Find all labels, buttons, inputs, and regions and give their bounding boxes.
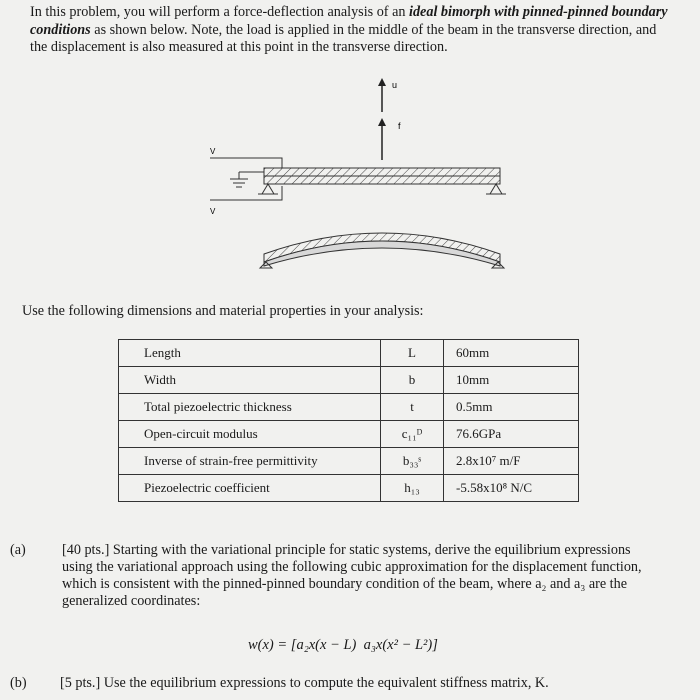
cell-sym: t	[381, 394, 444, 421]
part-b	[10, 675, 680, 695]
intro-text-2: as shown below. Note, the load is applied in the middle of the beam in the transverse direction, and the displacement is also measured at this point in the transverse direction.	[30, 21, 657, 55]
part-b-label: (b)	[10, 675, 27, 691]
cell-name: Length	[119, 340, 381, 367]
cell-val: 0.5mm	[444, 394, 579, 421]
table-row	[119, 421, 579, 448]
cell-sym: h₁₃	[381, 475, 444, 502]
part-b-text: [5 pts.] Use the equilibrium expressions to compute the equivalent stiffness matrix, K.	[60, 675, 549, 691]
intro-bold-text: ideal bimorph with pinned-pinned boundary conditions	[30, 4, 668, 38]
cell-sym: b	[381, 367, 444, 394]
table-row	[119, 367, 579, 394]
displacement-arrow	[378, 78, 386, 112]
label-u: u	[392, 80, 398, 90]
cell-name: Piezoelectric coefficient	[119, 475, 381, 502]
cell-sym: c₁₁ᴰ	[381, 421, 444, 448]
pin-support-left	[258, 184, 278, 194]
label-f: f	[398, 121, 401, 131]
problem-intro	[30, 4, 670, 57]
cell-name: Total piezoelectric thickness	[119, 394, 381, 421]
cell-name: Width	[119, 367, 381, 394]
table-row	[119, 340, 579, 367]
table-row	[119, 475, 579, 502]
cell-val: 60mm	[444, 340, 579, 367]
instructions-line: Use the following dimensions and material properties in your analysis:	[22, 303, 424, 319]
cell-sym: L	[381, 340, 444, 367]
cell-name: Inverse of strain-free permittivity	[119, 448, 381, 475]
table-row	[119, 448, 579, 475]
label-v-bottom: V	[210, 207, 216, 216]
cell-val: 10mm	[444, 367, 579, 394]
part-a-label: (a)	[10, 542, 26, 558]
properties-table	[118, 339, 579, 502]
part-a	[10, 542, 680, 622]
intro-text-1: In this problem, you will perform a force-deflection analysis of an	[30, 4, 410, 20]
part-a-text: [40 pts.] Starting with the variational principle for static systems, derive the equilibrium expressions using the variational approach using the following cubic approximation for the displacement function, which is consistent with the pinned-pinned boundary condition of the beam, where a₂ and a₃ are the generalized coordinates:	[62, 542, 642, 609]
label-v-top: V	[210, 147, 216, 156]
cell-val: 2.8x10⁷ m/F	[444, 448, 579, 475]
beam-undeformed	[264, 168, 500, 184]
cell-val: 76.6GPa	[444, 421, 579, 448]
cell-name: Open-circuit modulus	[119, 421, 381, 448]
table-row	[119, 394, 579, 421]
beam-deflected	[260, 233, 504, 268]
cell-sym: b₃₃ˢ	[381, 448, 444, 475]
pin-support-right	[486, 184, 506, 194]
displacement-equation: w(x) = [a₂x(x − L) a₃x(x² − L²)]	[248, 637, 438, 653]
bimorph-diagram	[200, 72, 520, 272]
force-arrow	[378, 118, 386, 160]
cell-val: -5.58x10⁸ N/C	[444, 475, 579, 502]
